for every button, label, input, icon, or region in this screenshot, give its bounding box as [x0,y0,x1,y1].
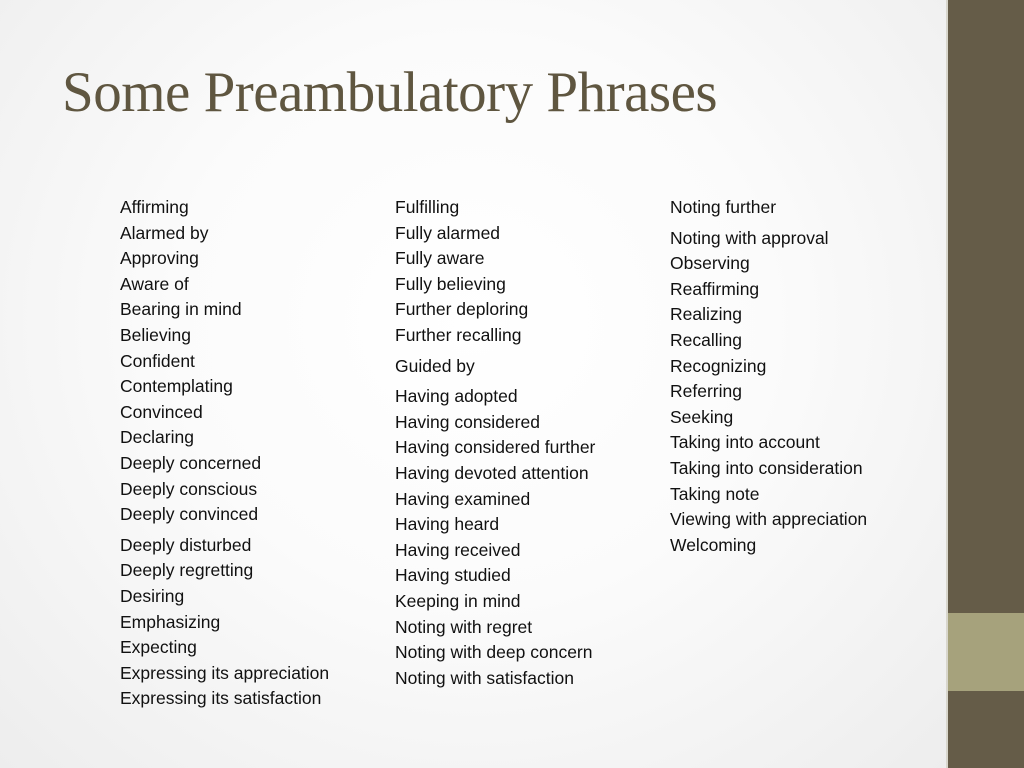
phrase-item: Referring [670,381,742,402]
phrase-item: Guided by [395,355,475,376]
phrase-item: Noting with deep concern [395,642,593,663]
phrase-item: Recognizing [670,355,767,376]
phrase-item: Deeply conscious [120,478,258,499]
phrase-item: Convinced [120,401,203,422]
phrase-item: Further recalling [395,324,522,345]
phrase-item: Noting further [670,197,777,217]
phrase-item: Further deploring [395,299,529,320]
phrase-item: Contemplating [120,376,233,397]
phrase-item: Affirming [120,197,189,217]
phrase-item: Noting with regret [395,616,533,637]
phrase-item: Aware of [120,273,189,294]
phrase-item: Recalling [670,329,742,350]
phrase-item: Viewing with appreciation [670,509,868,530]
phrase-item: Deeply disturbed [120,534,252,555]
phrase-item: Believing [120,324,192,345]
phrase-item: Deeply regretting [120,560,254,581]
phrase-item: Observing [670,253,750,274]
phrase-item: Expecting [120,637,197,658]
phrase-item: Desiring [120,585,185,606]
phrase-item: Expressing its appreciation [120,662,330,683]
phrase-item: Alarmed by [120,222,209,243]
phrase-item: Taking into account [670,432,820,453]
phrase-item: Having considered further [395,437,596,458]
phrase-item: Confident [120,350,195,371]
phrase-item: Welcoming [670,534,757,555]
phrase-item: Taking note [670,483,760,504]
phrase-item: Approving [120,248,199,269]
phrase-item: Realizing [670,304,742,325]
phrase-item: Declaring [120,427,194,448]
phrase-item: Having considered [395,411,540,432]
phrase-item: Deeply concerned [120,452,262,473]
phrase-column-1 [120,195,329,712]
phrase-item: Fulfilling [395,197,460,217]
phrase-item: Having studied [395,565,511,586]
phrase-item: Bearing in mind [120,299,242,320]
phrase-item: Deeply convinced [120,504,259,525]
phrase-item: Having devoted attention [395,462,589,483]
decorative-sidebar [948,0,1024,768]
phrase-item: Fully believing [395,273,506,294]
phrase-item: Noting with approval [670,227,829,248]
phrase-item: Seeking [670,406,734,427]
phrase-item: Having heard [395,514,500,535]
phrase-item: Having received [395,539,521,560]
sidebar-accent-block [948,613,1024,691]
phrase-item: Reaffirming [670,278,760,299]
phrase-item: Having examined [395,488,531,509]
phrase-item: Fully aware [395,248,485,269]
phrase-item: Emphasizing [120,611,221,632]
phrase-item: Noting with satisfaction [395,667,574,688]
phrase-item: Keeping in mind [395,590,521,611]
phrase-column-2 [395,195,595,691]
page-title: Some Preambulatory Phrases [62,61,718,124]
phrase-item: Taking into consideration [670,457,863,478]
phrase-item: Fully alarmed [395,222,501,243]
phrase-item: Having adopted [395,386,518,407]
phrase-column-3 [670,195,867,558]
phrase-item: Expressing its satisfaction [120,688,322,709]
